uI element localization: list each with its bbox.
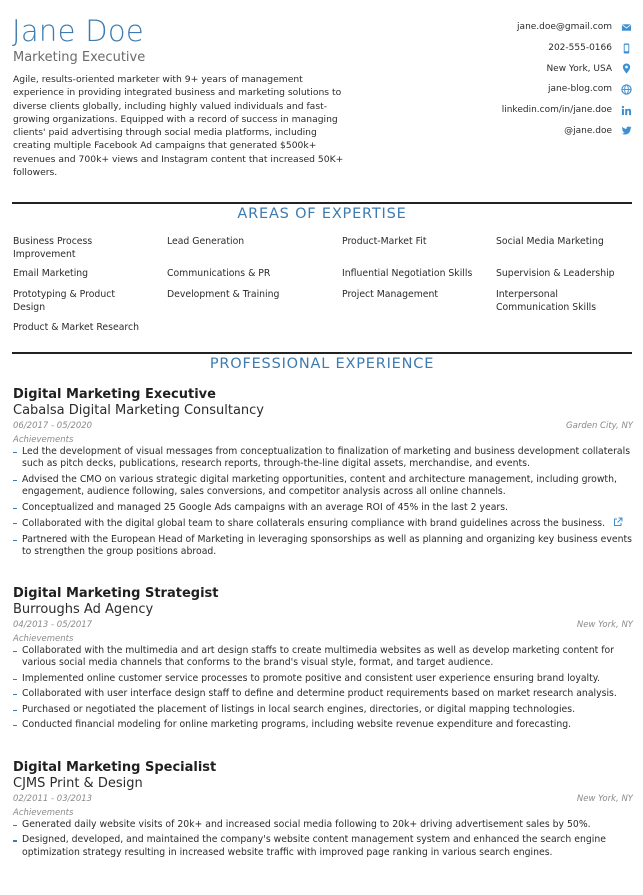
job-location: New York, NY	[576, 620, 633, 630]
job-meta	[13, 421, 633, 434]
link-icon	[621, 84, 632, 95]
skill-item: Interpersonal Communication Skills	[496, 289, 597, 313]
achievement-item: Generated daily website visits of 20k+ and increased social media following to 20k+ driving advertisement sales by 50%.	[13, 819, 633, 831]
skill-item: Supervision & Leadership	[496, 268, 615, 279]
company-name: CJMS Print & Design	[13, 776, 143, 791]
achievement-item: Led the development of visual messages from conceptualization to finalization of marketing and business development collaterals such as pitch decks, publications, research reports, through-the-line digital assets, merchandise, and events.	[13, 446, 633, 471]
job-location: New York, NY	[576, 794, 633, 804]
skill-item: Development & Training	[167, 289, 280, 300]
skill-item: Email Marketing	[13, 268, 89, 279]
achievement-item: Conceptualized and managed 25 Google Ads campaigns with an average ROI of 45% in the last 2 years.	[13, 502, 633, 514]
achievement-item: Advised the CMO on various strategic digital marketing opportunities, content and architecture management, including growth, engagement, audience following, sales conversions, and competitor analysis across all online channels.	[13, 474, 633, 499]
job-dates: 02/2011 - 03/2013	[13, 794, 93, 804]
job-title: Digital Marketing Specialist	[13, 760, 217, 775]
job-entry	[13, 760, 633, 862]
contact-linkedin-text[interactable]: linkedin.com/in/jane.doe	[501, 105, 612, 116]
phone-icon	[621, 43, 632, 54]
achievement-item: Conducted financial modeling for online marketing programs, including website revenue expenditure and forecasting.	[13, 719, 633, 731]
job-entry	[13, 586, 633, 735]
expertise-grid	[13, 236, 633, 340]
achievements-label: Achievements	[13, 634, 74, 644]
contact-phone-text[interactable]: 202-555-0166	[548, 43, 612, 54]
achievement-item: Collaborated with user interface design staff to define and determine product requirements based on market research analysis.	[13, 688, 633, 700]
twitter-icon	[621, 125, 632, 136]
achievement-text: Collaborated with the digital global team to share collaterals ensuring compliance with brand guidelines across the business.	[22, 518, 606, 530]
company-name: Cabalsa Digital Marketing Consultancy	[13, 403, 264, 418]
skill-item: Lead Generation	[167, 236, 245, 247]
location-pin-icon	[621, 63, 632, 74]
achievements-label: Achievements	[13, 435, 74, 445]
skill-item: Social Media Marketing	[496, 236, 604, 247]
contact-twitter[interactable]	[412, 120, 632, 141]
job-meta	[13, 620, 633, 633]
skill-item: Product & Market Research	[13, 322, 140, 333]
achievement-item	[13, 517, 633, 530]
expertise-section-header	[12, 202, 632, 227]
skill-item: Business Process Improvement	[13, 236, 93, 260]
candidate-name: Jane Doe	[12, 14, 145, 48]
contact-website[interactable]	[412, 79, 632, 100]
achievement-item: Collaborated with the multimedia and art design staffs to create multimedia websites as well as develop marketing content for various social media channels that conforms to the brand's visual style, format, and target audience.	[13, 645, 633, 670]
skill-item: Product-Market Fit	[342, 236, 427, 247]
achievements-label: Achievements	[13, 808, 74, 818]
achievement-item: Purchased or negotiated the placement of listings in local search engines, directories, or digital mapping technologies.	[13, 704, 633, 716]
resume-header	[12, 14, 632, 189]
experience-section-header	[12, 352, 632, 377]
expertise-section-title: AREAS OF EXPERTISE	[237, 206, 407, 222]
achievement-item: Implemented online customer service processes to promote positive and consistent user experience ensuring brand loyalty.	[13, 673, 633, 685]
contact-location-text: New York, USA	[546, 63, 612, 74]
job-meta	[13, 794, 633, 807]
job-title: Digital Marketing Executive	[13, 387, 216, 402]
job-entry	[13, 387, 633, 561]
contact-linkedin[interactable]	[412, 100, 632, 121]
experience-section-title: PROFESSIONAL EXPERIENCE	[209, 356, 435, 372]
achievements-list	[13, 446, 633, 558]
contact-twitter-text[interactable]: @jane.doe	[564, 125, 612, 136]
skill-item: Project Management	[342, 289, 439, 300]
contact-email[interactable]	[412, 17, 632, 38]
skill-item: Prototyping & Product Design	[13, 289, 115, 313]
professional-summary: Agile, results-oriented marketer with 9+ years of management experience in providing integrated business and marketing solutions to diverse clients globally, including highly valued individuals and fast-growing organizations. Equipped with a record of success in managing clients' paid advertising through social media platforms, including creating multiple Facebook Ad campaigns that generated $500k+ revenues and 700k+ views and Instagram content that increased 50K+ followers.	[13, 74, 344, 179]
achievement-item: Designed, developed, and maintained the company's website content management system and enhanced the search engine optimization strategy resulting in increased website traffic with improved page ranking in various search engines.	[13, 834, 633, 859]
contact-location	[412, 58, 632, 79]
job-location: Garden City, NY	[566, 421, 633, 431]
candidate-role: Marketing Executive	[13, 50, 146, 65]
achievements-list	[13, 819, 633, 859]
linkedin-icon	[621, 105, 632, 116]
company-name: Burroughs Ad Agency	[13, 602, 154, 617]
contact-phone[interactable]	[412, 38, 632, 59]
achievements-list	[13, 645, 633, 732]
job-title: Digital Marketing Strategist	[13, 586, 219, 601]
job-dates: 04/2013 - 05/2017	[13, 620, 93, 630]
skill-item: Communications & PR	[167, 268, 271, 279]
contact-website-text[interactable]: jane-blog.com	[547, 84, 612, 95]
skill-item: Influential Negotiation Skills	[342, 268, 473, 279]
job-dates: 06/2017 - 05/2020	[13, 421, 93, 431]
external-link-icon[interactable]	[613, 517, 623, 527]
achievement-item: Partnered with the European Head of Marketing in leveraging sponsorships as well as planning and organizing key business events to strengthen the group positions abroad.	[13, 534, 633, 559]
contact-email-text[interactable]: jane.doe@gmail.com	[517, 22, 612, 33]
contact-list	[412, 17, 632, 141]
envelope-icon	[621, 22, 632, 33]
